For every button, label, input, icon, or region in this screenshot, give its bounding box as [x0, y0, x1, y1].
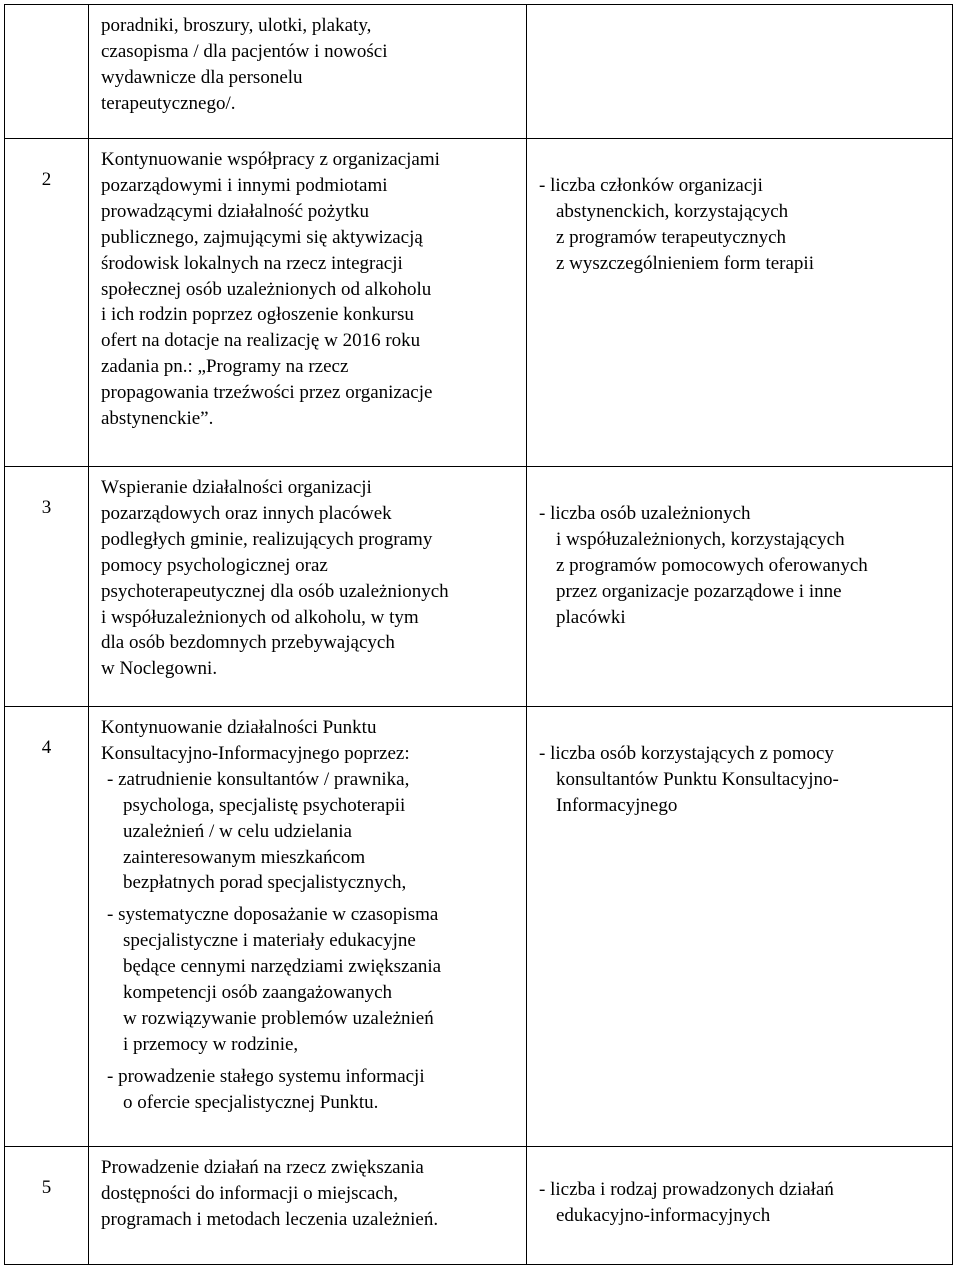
task-line: pozarządowych oraz innych placówek: [101, 502, 392, 524]
row-number: [5, 5, 89, 139]
indicator-cell: [527, 467, 953, 707]
task-line: o ofercie specjalistycznej Punktu.: [123, 1091, 379, 1113]
indicator-line: Informacyjnego: [556, 794, 678, 816]
task-list-item: - prowadzenie stałego systemu informacji: [107, 1065, 425, 1087]
task-line: Wspieranie działalności organizacji: [101, 477, 372, 498]
indicator-line: z programów pomocowych oferowanych: [556, 554, 868, 576]
task-line: bezpłatnych porad specjalistycznych,: [123, 872, 407, 894]
task-line: terapeutycznego/.: [101, 92, 236, 114]
task-line: kompetencji osób zaangażowanych: [123, 982, 393, 1004]
indicator-line: edukacyjno-informacyjnych: [556, 1204, 771, 1226]
task-line: społecznej osób uzależnionych od alkoholu: [101, 278, 432, 300]
task-cell: [89, 5, 527, 139]
task-line: środowisk lokalnych na rzecz integracji: [101, 252, 403, 274]
indicator-line: - liczba osób uzależnionych: [539, 503, 751, 524]
task-line: propagowania trzeźwości przez organizacje: [101, 382, 433, 404]
task-line: w Noclegowni.: [101, 658, 218, 680]
task-line: zadania pn.: „Programy na rzecz: [101, 356, 349, 378]
task-line: czasopisma / dla pacjentów i nowości: [101, 40, 388, 62]
task-line: w rozwiązywanie problemów uzależnień: [123, 1007, 434, 1029]
task-line: zainteresowanym mieszkańcom: [123, 846, 366, 868]
task-list-item: - systematyczne doposażanie w czasopisma: [107, 904, 439, 926]
task-line: abstynenckie”.: [101, 408, 214, 430]
table-row: [5, 1147, 953, 1265]
task-line: poradniki, broszury, ulotki, plakaty,: [101, 15, 372, 36]
indicator-cell: [527, 139, 953, 467]
table-row: [5, 467, 953, 707]
indicator-line: i współuzależnionych, korzystających: [556, 528, 845, 550]
indicator-cell: [527, 5, 953, 139]
task-line: i przemocy w rodzinie,: [123, 1033, 299, 1055]
indicator-cell: [527, 707, 953, 1147]
task-line: specjalistyczne i materiały edukacyjne: [123, 930, 416, 952]
row-number: 5: [5, 1147, 89, 1265]
task-line: dla osób bezdomnych przebywających: [101, 632, 395, 654]
task-line: będące cennymi narzędziami zwiększania: [123, 956, 442, 978]
task-cell: [89, 467, 527, 707]
task-line: pozarządowymi i innymi podmiotami: [101, 174, 388, 196]
indicator-line: - liczba i rodzaj prowadzonych działań: [539, 1179, 834, 1200]
table-row: [5, 5, 953, 139]
task-line: publicznego, zajmującymi się aktywizacją: [101, 226, 423, 248]
task-line: i współuzależnionych od alkoholu, w tym: [101, 606, 419, 628]
task-list-item: - zatrudnienie konsultantów / prawnika,: [107, 768, 410, 790]
task-cell: [89, 139, 527, 467]
table-row: [5, 139, 953, 467]
task-line: dostępności do informacji o miejscach,: [101, 1182, 399, 1204]
indicator-line: z programów terapeutycznych: [556, 226, 787, 248]
indicator-line: przez organizacje pozarządowe i inne: [556, 580, 842, 602]
indicator-line: z wyszczególnieniem form terapii: [556, 252, 814, 274]
task-line: programach i metodach leczenia uzależnień.: [101, 1208, 439, 1230]
row-number: 4: [5, 707, 89, 1147]
task-line: Kontynuowanie działalności Punktu: [101, 717, 377, 738]
table-row: [5, 707, 953, 1147]
task-line: podległych gminie, realizujących programy: [101, 528, 433, 550]
row-number: 3: [5, 467, 89, 707]
indicator-line: - liczba członków organizacji: [539, 175, 763, 196]
task-line: pomocy psychologicznej oraz: [101, 554, 328, 576]
task-line: Konsultacyjno-Informacyjnego poprzez:: [101, 742, 410, 764]
task-line: wydawnicze dla personelu: [101, 66, 303, 88]
task-line: Kontynuowanie współpracy z organizacjami: [101, 149, 440, 170]
indicator-line: - liczba osób korzystających z pomocy: [539, 743, 834, 764]
task-line: ofert na dotacje na realizację w 2016 roku: [101, 330, 421, 352]
indicator-line: placówki: [556, 606, 626, 628]
task-line: psychologa, specjalistę psychoterapii: [123, 794, 406, 816]
row-number: 2: [5, 139, 89, 467]
task-cell: [89, 707, 527, 1147]
indicator-line: abstynenckich, korzystających: [556, 200, 789, 222]
program-table: [4, 4, 953, 1265]
task-line: i ich rodzin poprzez ogłoszenie konkursu: [101, 304, 414, 326]
task-line: uzależnień / w celu udzielania: [123, 820, 352, 842]
indicator-cell: [527, 1147, 953, 1265]
task-cell: [89, 1147, 527, 1265]
task-line: Prowadzenie działań na rzecz zwiększania: [101, 1157, 424, 1178]
task-line: psychoterapeutycznej dla osób uzależnionych: [101, 580, 449, 602]
task-line: prowadzącymi działalność pożytku: [101, 200, 370, 222]
indicator-line: konsultantów Punktu Konsultacyjno-: [556, 768, 839, 790]
